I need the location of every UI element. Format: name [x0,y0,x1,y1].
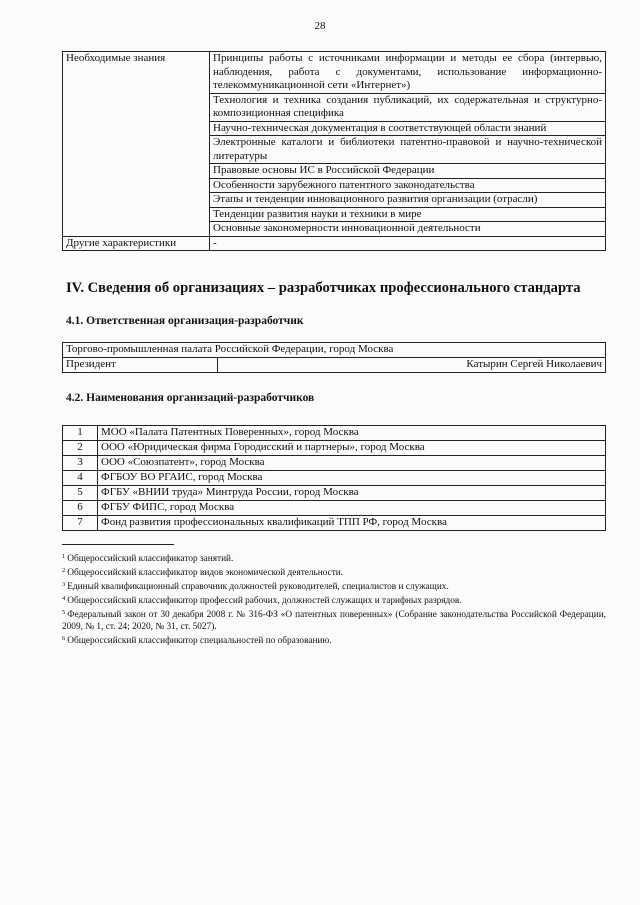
table-row [63,358,606,373]
table-row [63,441,606,456]
developer-orgs-table [62,425,606,531]
knowledge-item: Научно-техническая документация в соответствующей области знаний [210,121,606,136]
knowledge-item: Технология и техника создания публикаций, их содержательная и структурно-композиционная специфика [210,93,606,121]
org-name: Фонд развития профессиональных квалификаций ТПП РФ, город Москва [98,516,606,531]
org-name: МОО «Палата Патентных Поверенных», город Москва [98,426,606,441]
row-label-required-knowledge: Необходимые знания [63,52,210,237]
footnote-text: Общероссийский классификатор видов экономической деятельности. [67,568,344,578]
org-name: ФГБОУ ВО РГАИС, город Москва [98,471,606,486]
footnote-text: Федеральный закон от 30 декабря 2008 г. № 316-ФЗ «О патентных поверенных» (Собрание законодательства Российской Федерации, 2009, № 1, ст. 24; 2020, № 31, ст. 5027). [62,610,606,632]
footnote-mark: 1 [62,553,66,560]
table-row [63,456,606,471]
footnote-text: Общероссийский классификатор специальностей по образованию. [67,636,332,646]
responsible-org-table [62,342,606,373]
footnote-divider [62,544,174,545]
characteristics-table [62,51,606,251]
row-number: 2 [63,441,98,456]
row-number: 6 [63,501,98,516]
org-name: ООО «Союзпатент», город Москва [98,456,606,471]
page-number: 28 [314,20,326,32]
footnote [62,593,606,607]
org-name: Торгово-промышленная палата Российской Федерации, город Москва [63,343,606,358]
knowledge-item: Принципы работы с источниками информации и методы ее сбора (интервью, наблюдения, работа с документами, использование информационно-телекоммуникационной сети «Интернет») [210,52,606,94]
org-name: ООО «Юридическая фирма Городисский и партнеры», город Москва [98,441,606,456]
knowledge-item: Этапы и тенденции инновационного развития организации (отрасли) [210,193,606,208]
knowledge-item: Тенденции развития науки и техники в мире [210,207,606,222]
footnote-mark: 5 [62,609,66,616]
footnote-mark: 6 [62,635,66,642]
table-row [63,501,606,516]
row-number: 3 [63,456,98,471]
table-row [63,471,606,486]
knowledge-item: Основные закономерности инновационной деятельности [210,222,606,237]
footnote [62,579,606,593]
table-row [63,426,606,441]
table-row [63,52,606,94]
knowledge-item: Электронные каталоги и библиотеки патентно-правовой и научно-технической литературы [210,136,606,164]
position: Президент [63,358,218,373]
footnote-text: Общероссийский классификатор занятий. [67,554,234,564]
knowledge-item: Правовые основы ИС в Российской Федерации [210,164,606,179]
row-number: 4 [63,471,98,486]
footnote [62,551,606,565]
developer-orgs-heading: 4.2. Наименования организаций-разработчиков [66,392,315,404]
row-label-other-characteristics: Другие характеристики [63,236,210,251]
row-number: 7 [63,516,98,531]
footnote-mark: 3 [62,581,66,588]
table-row [63,516,606,531]
footnotes [62,551,606,647]
footnote [62,607,606,633]
footnote [62,633,606,647]
person-name: Катырин Сергей Николаевич [217,358,605,373]
footnote-text: Единый квалификационный справочник должностей руководителей, специалистов и служащих. [67,582,449,592]
row-number: 5 [63,486,98,501]
knowledge-item: Особенности зарубежного патентного законодательства [210,178,606,193]
row-number: 1 [63,426,98,441]
table-row [63,236,606,251]
footnote [62,565,606,579]
responsible-org-heading: 4.1. Ответственная организация-разработчик [66,315,304,327]
footnote-text: Общероссийский классификатор профессий рабочих, должностей служащих и тарифных разрядов. [67,596,462,606]
org-name: ФГБУ ФИПС, город Москва [98,501,606,516]
section-title: IV. Сведения об организациях – разработчиках профессионального стандарта [66,280,581,296]
footnote-mark: 4 [62,595,66,602]
table-row [63,486,606,501]
table-row [63,343,606,358]
org-name: ФГБУ «ВНИИ труда» Минтруда России, город Москва [98,486,606,501]
footnote-mark: 2 [62,567,66,574]
other-characteristics-value: - [210,236,606,251]
